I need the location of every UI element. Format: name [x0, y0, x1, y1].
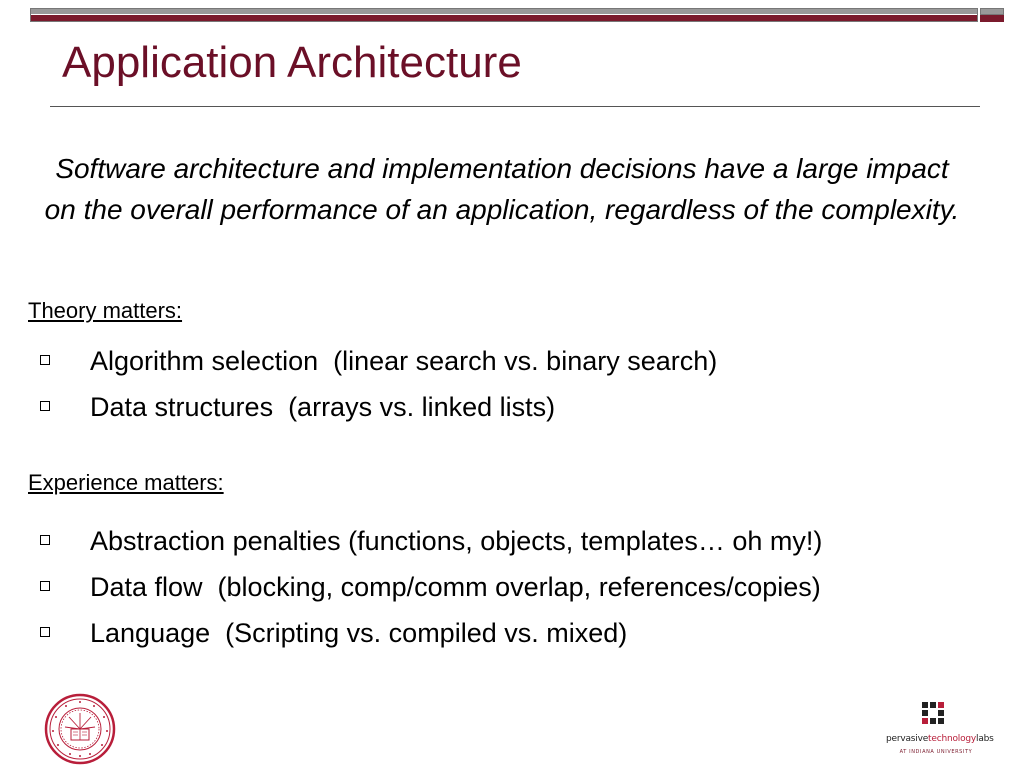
section-heading-experience: Experience matters: — [28, 470, 224, 495]
top-bar-maroon — [31, 15, 977, 21]
corner-block-maroon — [980, 15, 1004, 22]
logo-subtitle: AT INDIANA UNIVERSITY — [899, 749, 973, 755]
logo-word-suffix: labs — [976, 734, 994, 744]
bullet-text: Abstraction penalties (functions, objects, templates… oh my!) — [90, 526, 823, 556]
square-bullet-icon — [40, 355, 50, 365]
bullet-list-experience — [38, 518, 823, 656]
list-item — [38, 564, 821, 610]
section-heading-theory: Theory matters: — [28, 298, 183, 323]
square-bullet-icon — [40, 535, 50, 545]
bullet-text: Data flow (blocking, comp/comm overlap, references/copies) — [90, 572, 821, 602]
title-divider — [50, 106, 980, 107]
list-item — [38, 338, 718, 384]
bullet-text: Data structures (arrays vs. linked lists) — [90, 392, 556, 422]
bullet-text: Language (Scripting vs. compiled vs. mixed) — [90, 618, 628, 648]
slide-title: Application Architecture — [62, 38, 522, 87]
square-bullet-icon — [40, 627, 50, 637]
pervasive-technology-labs-logo — [886, 700, 994, 762]
bullet-text: Algorithm selection (linear search vs. binary search) — [90, 346, 718, 376]
logo-word-prefix: pervasive — [886, 734, 929, 744]
list-item — [38, 384, 556, 430]
logo-word-accent: technology — [928, 734, 977, 744]
bullet-list-theory — [38, 338, 718, 430]
pixel-logo-icon — [922, 702, 944, 724]
square-bullet-icon — [40, 401, 50, 411]
square-bullet-icon — [40, 581, 50, 591]
corner-block-grey — [980, 8, 1004, 15]
intro-statement: Software architecture and implementation decisions have a large impact on the overall performance of an application, regardless of the complexity. — [44, 153, 960, 225]
university-seal-icon — [44, 693, 116, 765]
list-item — [38, 610, 628, 656]
list-item — [38, 518, 823, 564]
top-bar-grey — [31, 9, 977, 14]
logo-wordmark — [886, 734, 994, 744]
